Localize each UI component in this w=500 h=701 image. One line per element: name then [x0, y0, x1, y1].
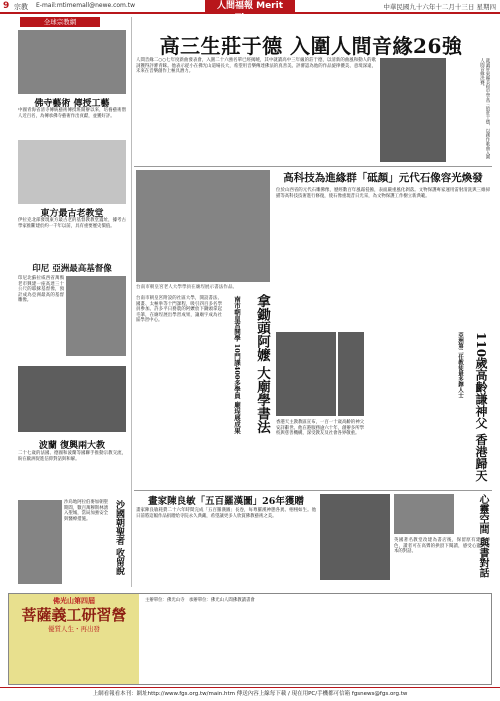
article3-title: 拿鋤頭阿嬤 大廟學書法: [254, 294, 270, 434]
left-item1-text: 中國青海省清寺傳統藝術傳授班開辦以來，培養藝術僧人近百名，為傳承佛寺藝術作出貢獻，並獲好評。: [18, 108, 126, 119]
section-rule: [134, 166, 492, 167]
photo-temple-art: [18, 30, 126, 94]
main-article-body: 人間音緣二○○七年度新曲發表會，入圍二十六強名單已經揭曉，其中就讀高中三年級的莊于德，以清新的曲風和動人的歌詞獲得評審青睞。他表示從小在佛光山道場長大，希望用音樂傳達佛法的真善美。評審認為他的作品旋律優美、意境深遠，未來在音樂創作上極具潛力。: [136, 58, 376, 75]
page-footer: 上網看報看本刊：網址http://www.fgs.org.tw/main.htm 傳送內容上線每下載 / 現在用PC/手機都可信箱 fgsnews@fgs.org.tw: [0, 687, 500, 699]
ad-org: 佛光山第四屆: [53, 596, 95, 605]
photo-priest-ceremony: [338, 332, 364, 416]
article4-body: 香港天主教教區宣布，一百一十歲高齡的神父安詳辭世。他在港服務逾六十年，創辦多所學校與慈善機構，深受教友及社會各界敬重。: [276, 420, 364, 437]
photo-poland-leaders: [18, 366, 126, 432]
left-item4-text: 二十七歲的法國、德國和波蘭等國聯手推動宗教交流，盼在歐洲促進信仰對話與和解。: [18, 451, 126, 462]
article5-body: 畫家陳良敏耗費二十六年時間完成「五百羅漢圖」長卷，每尊羅漢神態各異、栩栩如生。他日前將這幅作品捐贈給寺院永久典藏，希望讓更多人欣賞佛教藝術之美。: [136, 508, 316, 519]
column-divider: [131, 17, 132, 587]
page-number: 9: [3, 1, 10, 11]
header-email: E-mail:mtimemall@newe.com.tw: [36, 2, 136, 9]
column-tag: 全球宗教網: [20, 17, 100, 27]
issue-date: 中華民國九十六年十二月十三日 星期四: [383, 3, 496, 11]
article6-title: 心靈空間 與書對話: [477, 494, 488, 578]
left-item2-title: 東方最古老教堂: [40, 209, 104, 219]
left-item5-text: 沙烏地阿拉伯麥加朝聖期間，數百萬穆斯林湧入聖城，當局加強安全與醫療措施。: [64, 500, 108, 522]
left-item1-title: 佛寺藝術 傳授工藝: [34, 99, 110, 109]
volunteer-camp-ad: [8, 593, 492, 685]
ad-slogan: 優質人生・再出發: [48, 625, 100, 633]
newspaper-logo: 人間福報 Merit Times: [205, 0, 295, 12]
left-item2-text: 伊拉克北部發現東方最古老的基督教教堂遺址，據考古學家推斷建於約一千年以前，具有重要歷史價值。: [18, 218, 126, 229]
photo-zhuang-yude: [380, 58, 446, 162]
photo-christ-statue: [66, 276, 126, 356]
article3-caption: 台南市朝皇宮老人大學學員在廟埕展示書法作品。: [136, 285, 238, 290]
photo-pilgrims: [18, 500, 62, 584]
ad-title: 菩薩義工研習營: [21, 606, 127, 624]
ad-banner: [9, 594, 139, 684]
article3-subtitle: 南市朝皇宮開學 10門課400多學員 廟埕展成果: [233, 296, 241, 434]
section-rule-2: [134, 490, 492, 491]
photo-church-exterior: [394, 494, 454, 534]
left-item3-title: 印尼 亞洲最高基督像: [32, 264, 112, 274]
article4-subtitle: 亞洲第二任教徒最多鐸人士: [457, 332, 463, 398]
photo-temple-calligraphy: [136, 170, 270, 282]
photo-church-bookstore: [320, 494, 390, 580]
photo-ancient-church: [18, 140, 126, 204]
article5-title: 畫家陳良敏「五百羅漢圖」26年獲贈: [148, 496, 304, 507]
article4-body-extra: [368, 332, 450, 488]
main-article-caption: 就讀屏東縣美和中學高三的莊于德，以創作歌曲入圍人間音緣決賽。: [479, 58, 490, 160]
section-name: 宗教: [14, 3, 28, 11]
article2-body: 位於山西省的元代石雕佛像，歷經數百年風霜侵蝕，表面嚴重風化剝落。文物保護專家運用雷射清洗與三維掃描等高科技技術進行修復，使石像重現昔日光采，為文物保護工作樹立新典範。: [276, 188, 490, 199]
ad-contact: 主辦單位：佛光山寺 承辦單位：佛光山人間佛教讀書會: [145, 598, 255, 603]
article4-title: 110歲高齡謙神父 香港歸天: [474, 332, 488, 482]
article2-title: 高科技為進緣群「砥顏」元代石像容光煥發: [283, 172, 483, 184]
left-item5-title: 沙國朝聖者 收留說: [114, 500, 124, 576]
left-item3-text: 印尼北蘇拉威西省萬鴉老市興建一座高達三十公尺的耶穌基督像，預計成為亞洲最高的基督雕像。: [18, 276, 64, 304]
photo-priest: [276, 332, 336, 416]
article6-body: 英國著名教堂改建為書店後，保留原有建築特色，讀者可在高聳的拱頂下閱讀，感受心靈與書本的對話。: [394, 538, 490, 555]
main-article-title: 高三生莊于德 入圍人間音緣26強: [159, 34, 463, 58]
left-item4-title: 波蘭 復興兩大教: [38, 441, 106, 451]
article3-body: 台南市朝皇宮附設的社區大學，開設書法、國畫、太極拳等十門課程，吸引四百多名學員參加。許多平日務農的阿嬤放下鋤頭拿起毛筆，在廟埕展出學習成果，讓廟宇成為社區學習中心。: [136, 296, 222, 324]
